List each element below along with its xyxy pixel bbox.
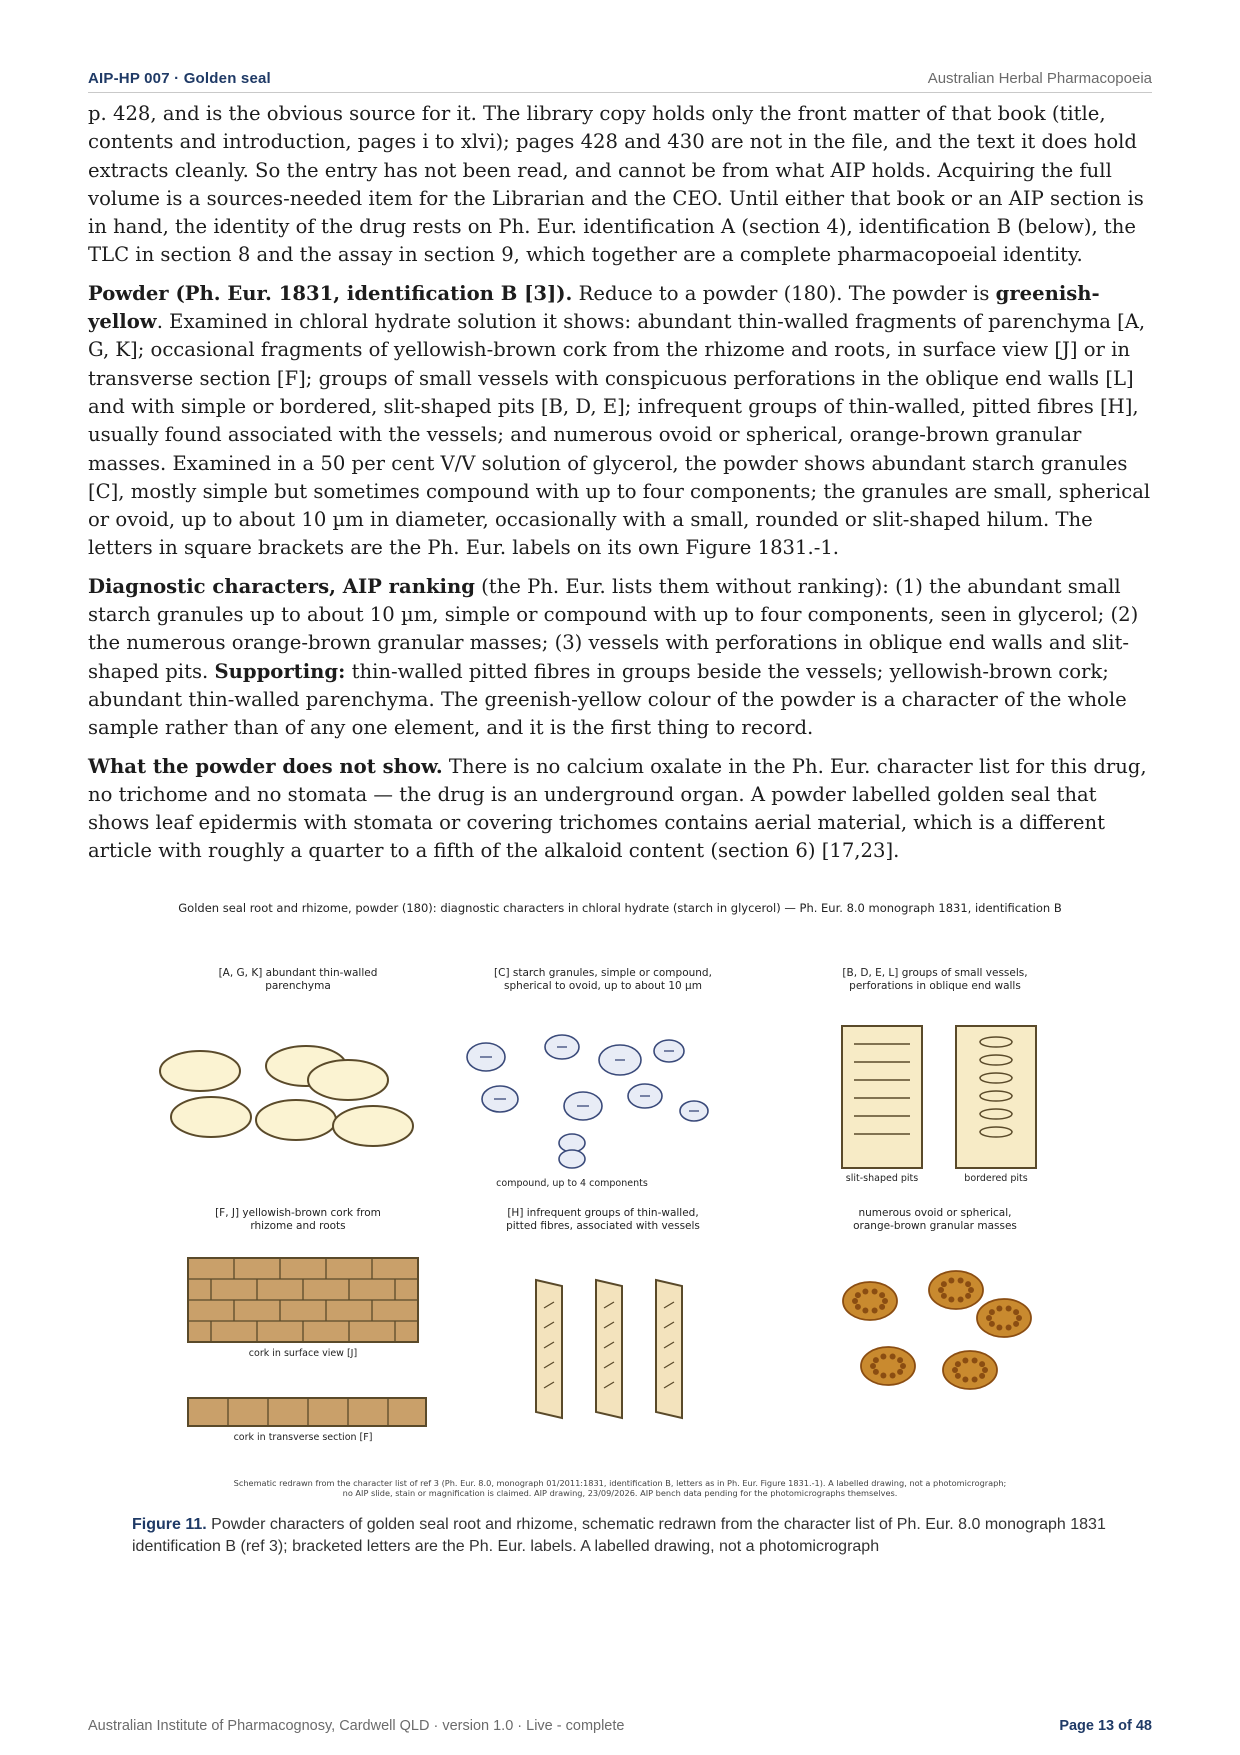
granule-dot (982, 1367, 988, 1373)
panel-label: pitted fibres, associated with vessels (506, 1220, 700, 1232)
paragraph-continuation: p. 428, and is the obvious source for it. The library copy holds only the front matter of that book (title, contents and introduction, pages i to xlvi); pages 428 and 430 are not in the file, and the text it does hold extracts cleanly. So the entry has not been read, and cannot be from what AIP holds. Acquiring the full volume is a sources-needed item for the Librarian and the CEO. Until either that book or an AIP section is in hand, the identity of the drug rests on Ph. Eur. identification A (section 4), identification B (below), the TLC in section 8 and the assay in section 9, which together are a complete pharmacopoeial identity. (88, 102, 1144, 267)
page-number: Page 13 of 48 (1059, 1718, 1152, 1734)
compound-starch-granule (559, 1150, 585, 1168)
starch-note: compound, up to 4 components (496, 1178, 648, 1189)
parenchyma-cell (171, 1097, 251, 1137)
granule-dot (862, 1308, 868, 1314)
granule-dot (989, 1309, 995, 1315)
vessel-label: slit-shaped pits (845, 1173, 919, 1184)
figure-title: Golden seal root and rhizome, powder (180): diagnostic characters in chloral hydrate (starch in glycerol) — Ph. Eur. 8.0 monograph 1831, identification B (178, 901, 1062, 915)
footer-institution: Australian Institute of Pharmacognosy, Cardwell QLD · version 1.0 · Live - complete (88, 1718, 625, 1734)
figure-footnote: no AIP slide, stain or magnification is claimed. AIP drawing, 23/09/2026. AIP bench data pending for the photomicrographs themselves. (342, 1488, 898, 1498)
granule-dot (972, 1358, 978, 1364)
parenchyma-cell (333, 1106, 413, 1146)
paragraph-diagnostic (88, 573, 1152, 743)
granule-dot (952, 1367, 958, 1373)
caption-label: Figure 11. (132, 1516, 207, 1533)
panel-label: numerous ovoid or spherical, (858, 1207, 1012, 1219)
running-header (88, 70, 1152, 93)
granule-dot (879, 1292, 885, 1298)
granule-dot (955, 1373, 961, 1379)
granule-dot (986, 1315, 992, 1321)
cork-label: cork in transverse section [F] (233, 1432, 373, 1443)
granule-dot (880, 1373, 886, 1379)
panel-label: spherical to ovoid, up to about 10 µm (504, 980, 702, 992)
granule-dot (872, 1308, 878, 1314)
granular-mass (929, 1271, 983, 1309)
fibre (656, 1280, 682, 1418)
granule-dot (996, 1325, 1002, 1331)
panel-label: [C] starch granules, simple or compound, (494, 967, 712, 979)
paragraph-lead: Diagnostic characters, AIP ranking (88, 574, 475, 598)
panel-label: [F, J] yellowish-brown cork from (215, 1207, 381, 1219)
paragraph-text: thin-walled pitted fibres in groups beside the vessels; yellowish-brown cork; abundant thin-walled parenchyma. The greenish-yellow colour of the powder is a character of the whole sample rather than of any one element, and it is the first thing to record. (88, 659, 1127, 740)
granule-dot (958, 1278, 964, 1284)
granule-dot (890, 1373, 896, 1379)
paragraph-exclusions (88, 753, 1152, 866)
paragraph-lead: What the powder does not show. (88, 754, 443, 778)
fibre (596, 1280, 622, 1418)
figure-caption (132, 1514, 1122, 1558)
panel-label: orange-brown granular masses (853, 1220, 1017, 1232)
granule-dot (948, 1297, 954, 1303)
emphasis: greenish-yellow (88, 281, 1100, 334)
granule-dot (897, 1369, 903, 1375)
granule-dot (1006, 1306, 1012, 1312)
granule-dot (880, 1354, 886, 1360)
granule-dot (938, 1287, 944, 1293)
running-footer (88, 1718, 1152, 1734)
granular-mass (977, 1299, 1031, 1337)
panel-label: [A, G, K] abundant thin-walled (218, 967, 378, 979)
cork-transverse-section (188, 1398, 426, 1426)
parenchyma-cell (308, 1060, 388, 1100)
granule-dot (890, 1354, 896, 1360)
powder-characters-drawing (88, 890, 1152, 1500)
granule-dot (948, 1278, 954, 1284)
granule-dot (968, 1287, 974, 1293)
parenchyma-cell (256, 1100, 336, 1140)
paragraph-lead: Powder (Ph. Eur. 1831, identification B [3]). (88, 281, 573, 305)
paragraph-text: . Examined in chloral hydrate solution it shows: abundant thin-walled fragments of parenchyma [A, G, K]; occasional fragments of yellowish-brown cork from the rhizome and roots, in surface view [J] or in transverse section [F]; groups of small vessels with conspicuous perforations in the oblique end walls [L] and with simple or bordered, slit-shaped pits [B, D, E]; infrequent groups of thin-walled, pitted fibres [H], usually found associated with the vessels; and numerous ovoid or spherical, orange-brown granular masses. Examined in a 50 per cent V/V solution of glycerol, the powder shows abundant starch granules [C], mostly simple but sometimes compound with up to four components; the granules are small, spherical or ovoid, up to about 10 µm in diameter, occasionally with a small, rounded or slit-shaped hilum. The letters in square brackets are the Ph. Eur. labels on its own Figure 1831.-1. (88, 310, 1151, 560)
granule-dot (1013, 1321, 1019, 1327)
granule-dot (855, 1292, 861, 1298)
granule-dot (873, 1369, 879, 1375)
granule-dot (979, 1373, 985, 1379)
granule-dot (873, 1357, 879, 1363)
granule-dot (852, 1298, 858, 1304)
granule-dot (979, 1361, 985, 1367)
granule-dot (872, 1289, 878, 1295)
granule-dot (965, 1293, 971, 1299)
fibre (536, 1280, 562, 1418)
granule-dot (965, 1281, 971, 1287)
caption-text: Powder characters of golden seal root and rhizome, schematic redrawn from the character list of Ph. Eur. 8.0 monograph 1831 identification B (ref 3); bracketed letters are the Ph. Eur. labels. A labelled drawing, not a photomicrograph (132, 1516, 1106, 1555)
granule-dot (1016, 1315, 1022, 1321)
paragraph-text: Reduce to a powder (180). The powder is (572, 281, 996, 305)
granule-dot (882, 1298, 888, 1304)
cork-label: cork in surface view [J] (248, 1348, 358, 1359)
granule-dot (1006, 1325, 1012, 1331)
granular-mass (861, 1347, 915, 1385)
panel-label: rhizome and roots (250, 1220, 346, 1232)
vessel-slit-pits (842, 1026, 922, 1168)
granule-dot (955, 1361, 961, 1367)
granule-dot (941, 1281, 947, 1287)
granule-dot (897, 1357, 903, 1363)
panel-label: parenchyma (265, 980, 331, 992)
panel-label: [H] infrequent groups of thin-walled, (507, 1207, 699, 1219)
vessel-label: bordered pits (964, 1173, 1028, 1184)
granule-dot (870, 1363, 876, 1369)
granule-dot (1013, 1309, 1019, 1315)
granule-dot (900, 1363, 906, 1369)
paragraph-text: (the Ph. Eur. lists them without ranking): (1) the abundant small starch granules up to about 10 µm, simple or compound with up to four components, seen in glycerol; (2) the numerous orange-brown granular masses; (3) vessels with perforations in oblique end walls and slit-shaped pits. (88, 574, 1139, 683)
granule-dot (958, 1297, 964, 1303)
granule-dot (989, 1321, 995, 1327)
granule-dot (862, 1289, 868, 1295)
granule-dot (972, 1377, 978, 1383)
figure-footnote: Schematic redrawn from the character list of ref 3 (Ph. Eur. 8.0, monograph 01/2011:1831, identification B, letters as in Ph. Eur. Figure 1831.-1). A labelled drawing, not a photomicrograph; (233, 1478, 1007, 1488)
panel-label: perforations in oblique end walls (849, 980, 1021, 992)
granule-dot (962, 1377, 968, 1383)
granule-dot (879, 1304, 885, 1310)
granular-mass (943, 1351, 997, 1389)
document-id: AIP-HP 007 · Golden seal (88, 70, 271, 87)
panel-label: [B, D, E, L] groups of small vessels, (842, 967, 1028, 979)
granule-dot (941, 1293, 947, 1299)
figure-11 (88, 890, 1152, 1500)
paragraph-lead-supporting: Supporting: (214, 659, 346, 683)
granular-mass (843, 1282, 897, 1320)
granule-dot (962, 1358, 968, 1364)
parenchyma-cell (160, 1051, 240, 1091)
granule-dot (996, 1306, 1002, 1312)
paragraph-powder (88, 280, 1152, 563)
paragraph-text: There is no calcium oxalate in the Ph. Eur. character list for this drug, no trichome and no stomata — the drug is an underground organ. A powder labelled golden seal that shows leaf epidermis with stomata or covering trichomes contains aerial material, which is a different article with roughly a quarter to a fifth of the alkaloid content (section 6) [17,23]. (88, 754, 1147, 863)
body-text (88, 100, 1152, 876)
granule-dot (855, 1304, 861, 1310)
publication-title: Australian Herbal Pharmacopoeia (927, 70, 1152, 87)
